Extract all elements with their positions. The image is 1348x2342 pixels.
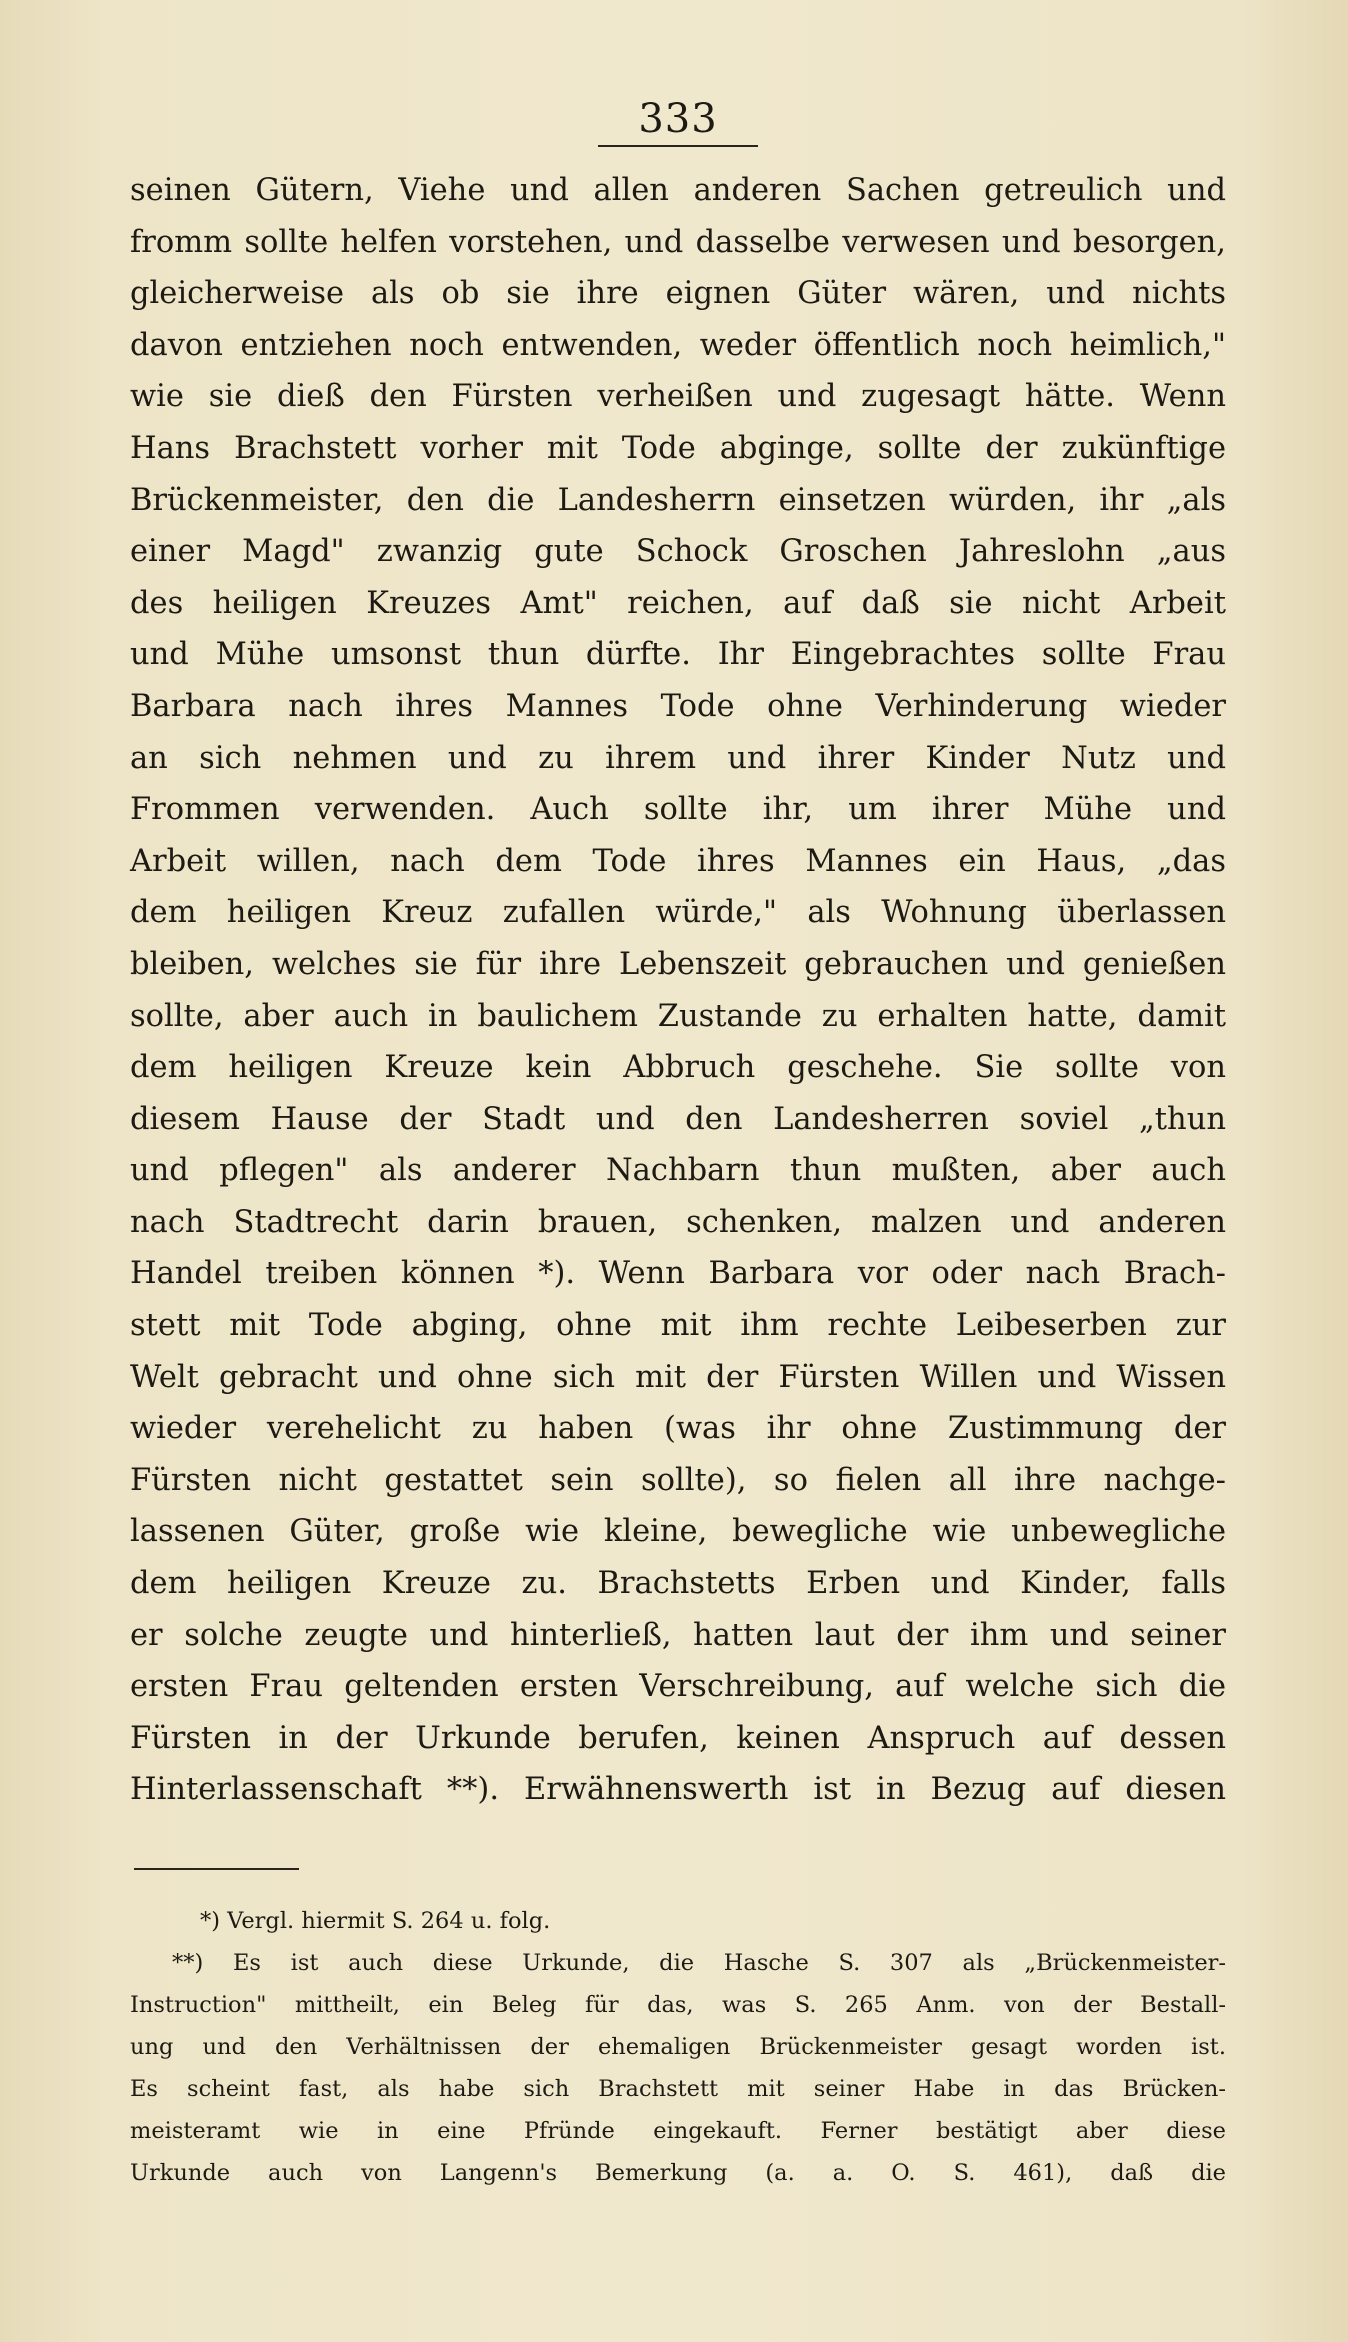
text-line: stett mit Tode abging, ohne mit ihm rechte Leibeserben zur [130,1308,1226,1344]
text-line: wieder verehelicht zu haben (was ihr ohne Zustimmung der [130,1411,1226,1447]
text-line: Hinterlassenschaft **). Erwähnenswerth ist in Bezug auf diesen [130,1772,1226,1808]
text-line: Brückenmeister, den die Landesherrn einsetzen würden, ihr „als [130,482,1226,518]
text-line: er solche zeugte und hinterließ, hatten laut der ihm und seiner [130,1617,1226,1653]
footnote-line: ung und den Verhältnissen der ehemaligen Brückenmeister gesagt worden ist. [130,2034,1226,2060]
text-line: sollte, aber auch in baulichem Zustande zu erhalten hatte, damit [130,998,1226,1034]
text-line: Fürsten in der Urkunde berufen, keinen Anspruch auf dessen [130,1720,1226,1756]
text-line: und Mühe umsonst thun dürfte. Ihr Eingebrachtes sollte Frau [130,637,1226,673]
text-line: einer Magd" zwanzig gute Schock Groschen Jahreslohn „aus [130,534,1226,570]
text-line: an sich nehmen und zu ihrem und ihrer Kinder Nutz und [130,740,1226,776]
text-line: ersten Frau geltenden ersten Verschreibung, auf welche sich die [130,1669,1226,1705]
text-line: und pflegen" als anderer Nachbarn thun mußten, aber auch [130,1153,1226,1189]
text-line: diesem Hause der Stadt und den Landesherren soviel „thun [130,1101,1226,1137]
footnote-line: meisteramt wie in eine Pfründe eingekauft. Ferner bestätigt aber diese [130,2118,1226,2144]
text-line: bleiben, welches sie für ihre Lebenszeit gebrauchen und genießen [130,946,1226,982]
text-line: Handel treiben können *). Wenn Barbara vor oder nach Brach- [130,1256,1226,1292]
text-line: dem heiligen Kreuze kein Abbruch geschehe. Sie sollte von [130,1050,1226,1086]
text-line: Arbeit willen, nach dem Tode ihres Mannes ein Haus, „das [130,843,1226,879]
body-text [130,165,1226,1816]
text-line: Welt gebracht und ohne sich mit der Fürsten Willen und Wissen [130,1359,1226,1395]
footnote-line: Es scheint fast, als habe sich Brachstett mit seiner Habe in das Brücken- [130,2076,1226,2102]
text-line: dem heiligen Kreuze zu. Brachstetts Erben und Kinder, falls [130,1566,1226,1602]
text-line: davon entziehen noch entwenden, weder öffentlich noch heimlich," [130,327,1226,363]
text-line: lassenen Güter, große wie kleine, bewegliche wie unbewegliche [130,1514,1226,1550]
footnotes [130,1900,1226,2194]
footnote-line: Instruction" mittheilt, ein Beleg für das, was S. 265 Anm. von der Bestall- [130,1992,1226,2018]
text-line: fromm sollte helfen vorstehen, und dasselbe verwesen und besorgen, [130,224,1226,260]
footnote-rule [134,1868,299,1870]
text-line: nach Stadtrecht darin brauen, schenken, malzen und anderen [130,1204,1226,1240]
text-line: Frommen verwenden. Auch sollte ihr, um ihrer Mühe und [130,792,1226,828]
text-line: Fürsten nicht gestattet sein sollte), so fielen all ihre nachge- [130,1462,1226,1498]
footnote-line: *) Vergl. hiermit S. 264 u. folg. [200,1908,551,1934]
footnote-line: Urkunde auch von Langenn's Bemerkung (a. a. O. S. 461), daß die [130,2160,1226,2186]
text-line: des heiligen Kreuzes Amt" reichen, auf daß sie nicht Arbeit [130,585,1226,621]
text-line: gleicherweise als ob sie ihre eignen Güter wären, und nichts [130,276,1226,312]
text-line: Barbara nach ihres Mannes Tode ohne Verhinderung wieder [130,688,1226,724]
text-line: dem heiligen Kreuz zufallen würde," als Wohnung überlassen [130,895,1226,931]
text-line: seinen Gütern, Viehe und allen anderen Sachen getreulich und [130,173,1226,208]
page-number-rule [598,145,758,147]
footnote-line: **) Es ist auch diese Urkunde, die Hasche S. 307 als „Brückenmeister- [172,1950,1226,1976]
text-line: Hans Brachstett vorher mit Tode abginge, sollte der zukünftige [130,430,1226,466]
text-line: wie sie dieß den Fürsten verheißen und zugesagt hätte. Wenn [130,379,1226,415]
page-number: 333 [638,96,718,142]
